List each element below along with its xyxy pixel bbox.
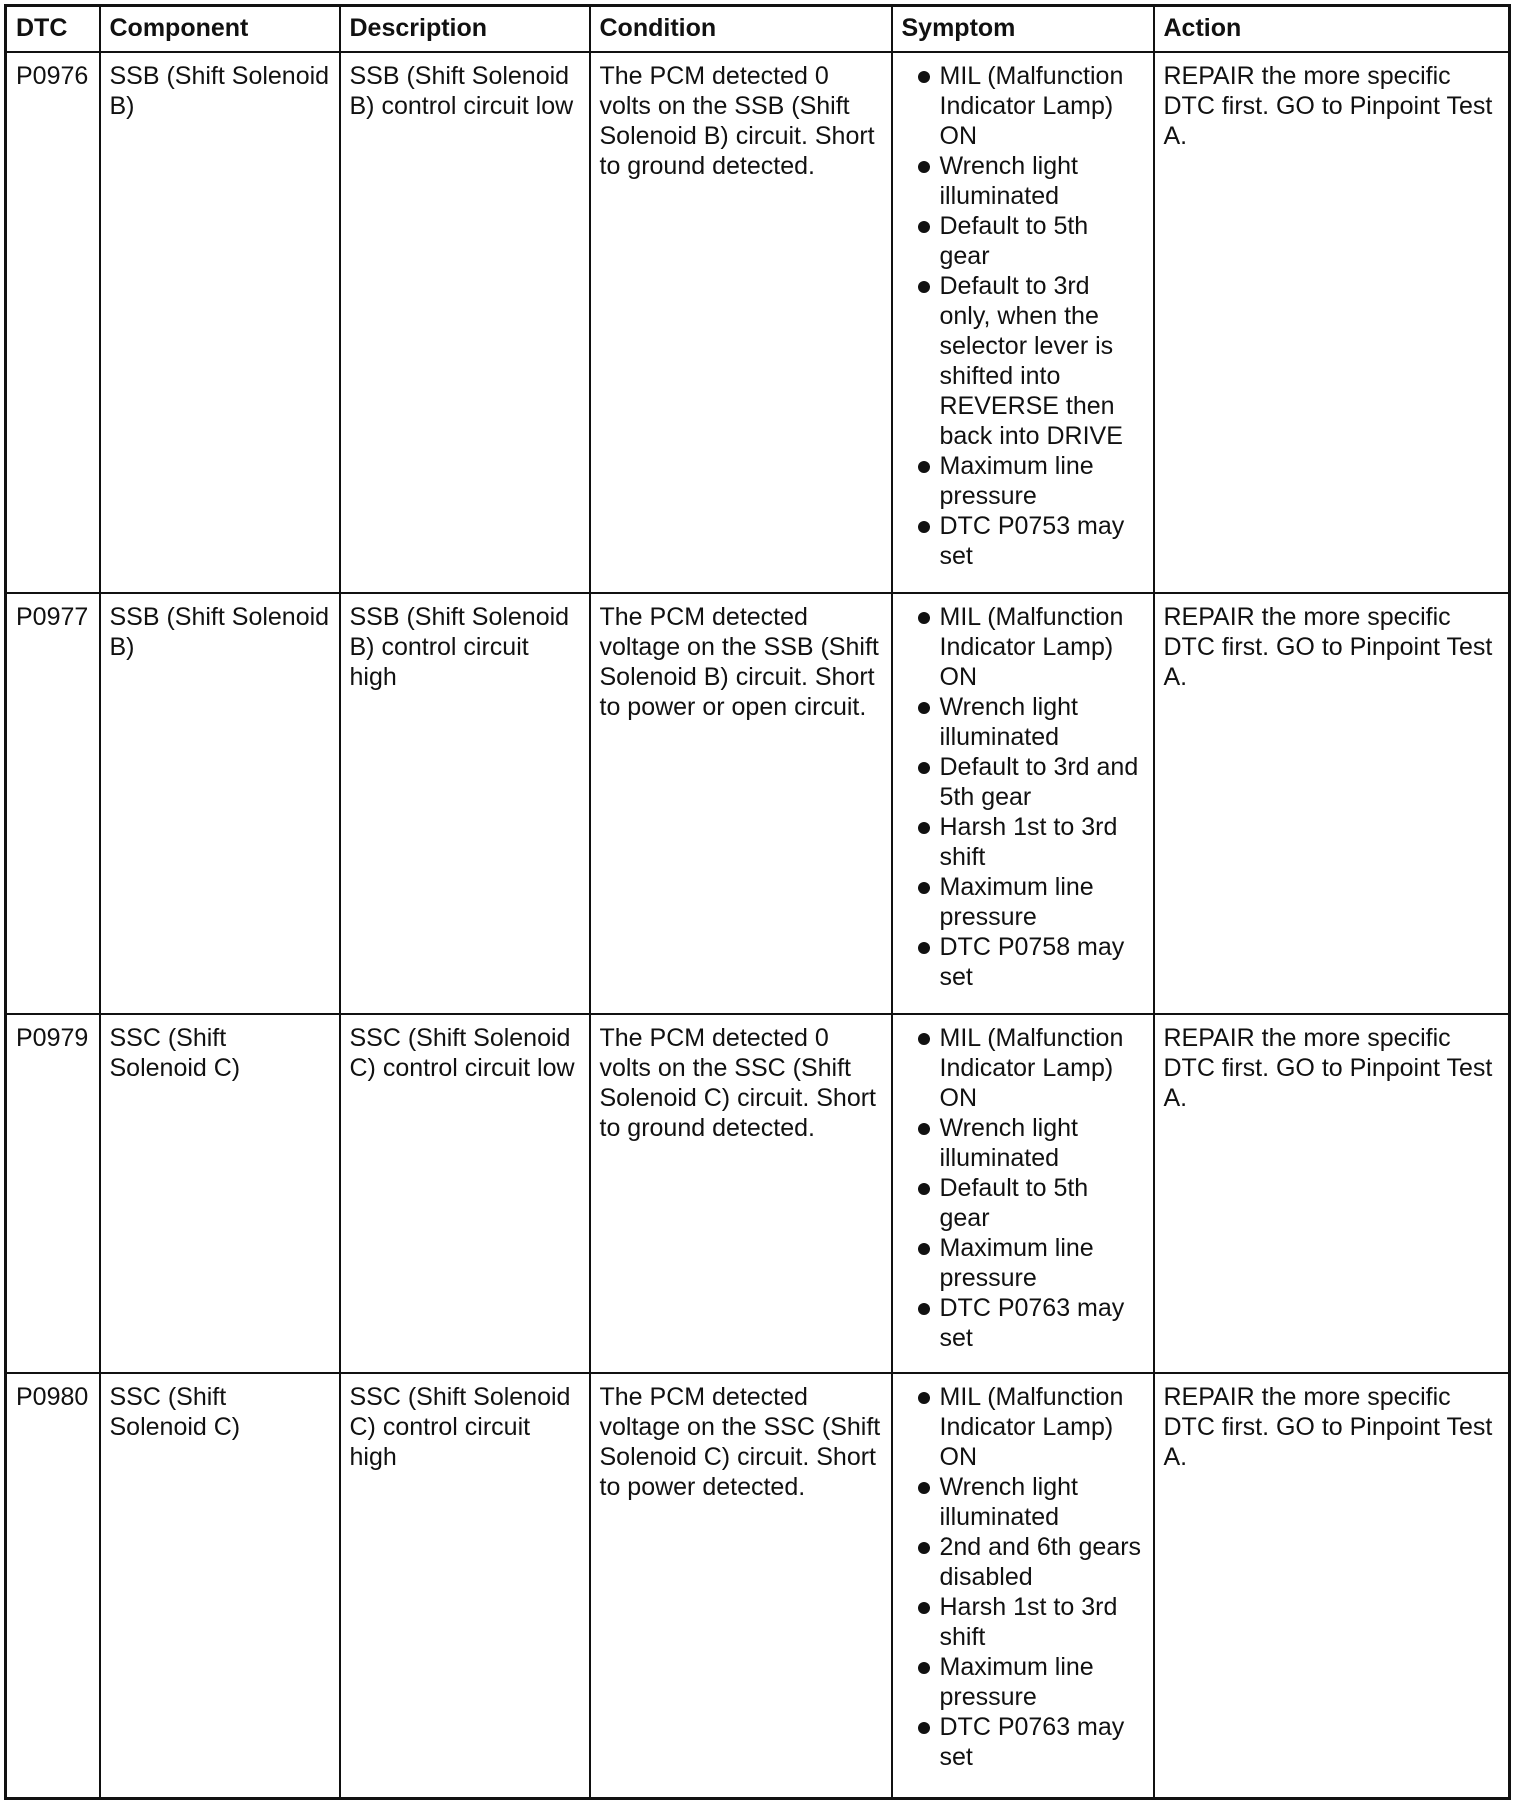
symptom-item: MIL (Malfunction Indicator Lamp) ON xyxy=(902,602,1144,692)
cell-condition: The PCM detected voltage on the SSC (Shift Solenoid C) circuit. Short to power detected. xyxy=(590,1373,892,1799)
cell-symptom xyxy=(892,593,1154,1014)
symptom-item: Wrench light illuminated xyxy=(902,1113,1144,1173)
symptom-list xyxy=(902,1023,1144,1353)
cell-dtc: P0977 xyxy=(6,593,100,1014)
cell-dtc: P0979 xyxy=(6,1014,100,1373)
cell-description: SSC (Shift Solenoid C) control circuit high xyxy=(340,1373,590,1799)
cell-symptom xyxy=(892,1373,1154,1799)
cell-condition: The PCM detected 0 volts on the SSB (Shift Solenoid B) circuit. Short to ground detected. xyxy=(590,52,892,593)
cell-component: SSC (Shift Solenoid C) xyxy=(100,1373,340,1799)
cell-dtc: P0980 xyxy=(6,1373,100,1799)
cell-symptom xyxy=(892,52,1154,593)
cell-dtc: P0976 xyxy=(6,52,100,593)
symptom-item: MIL (Malfunction Indicator Lamp) ON xyxy=(902,1382,1144,1472)
cell-symptom xyxy=(892,1014,1154,1373)
symptom-item: DTC P0758 may set xyxy=(902,932,1144,992)
header-condition: Condition xyxy=(590,6,892,53)
symptom-item: Harsh 1st to 3rd shift xyxy=(902,1592,1144,1652)
header-row xyxy=(6,6,1510,53)
symptom-list xyxy=(902,1382,1144,1772)
cell-action: REPAIR the more specific DTC first. GO to Pinpoint Test A. xyxy=(1154,593,1510,1014)
symptom-item: Wrench light illuminated xyxy=(902,1472,1144,1532)
table-row xyxy=(6,52,1510,593)
symptom-item: DTC P0763 may set xyxy=(902,1712,1144,1772)
table-row xyxy=(6,593,1510,1014)
symptom-item: Maximum line pressure xyxy=(902,1652,1144,1712)
symptom-item: Maximum line pressure xyxy=(902,872,1144,932)
cell-description: SSC (Shift Solenoid C) control circuit low xyxy=(340,1014,590,1373)
symptom-list xyxy=(902,61,1144,571)
cell-condition: The PCM detected voltage on the SSB (Shift Solenoid B) circuit. Short to power or open circuit. xyxy=(590,593,892,1014)
symptom-item: Harsh 1st to 3rd shift xyxy=(902,812,1144,872)
cell-description: SSB (Shift Solenoid B) control circuit high xyxy=(340,593,590,1014)
symptom-item: DTC P0753 may set xyxy=(902,511,1144,571)
table-row xyxy=(6,1373,1510,1799)
symptom-item: Wrench light illuminated xyxy=(902,692,1144,752)
cell-component: SSB (Shift Solenoid B) xyxy=(100,593,340,1014)
symptom-item: Default to 3rd only, when the selector lever is shifted into REVERSE then back into DRIVE xyxy=(902,271,1144,451)
symptom-item: Maximum line pressure xyxy=(902,1233,1144,1293)
cell-condition: The PCM detected 0 volts on the SSC (Shift Solenoid C) circuit. Short to ground detected. xyxy=(590,1014,892,1373)
header-component: Component xyxy=(100,6,340,53)
cell-action: REPAIR the more specific DTC first. GO to Pinpoint Test A. xyxy=(1154,52,1510,593)
cell-action: REPAIR the more specific DTC first. GO to Pinpoint Test A. xyxy=(1154,1014,1510,1373)
symptom-item: MIL (Malfunction Indicator Lamp) ON xyxy=(902,1023,1144,1113)
symptom-item: Default to 5th gear xyxy=(902,1173,1144,1233)
header-action: Action xyxy=(1154,6,1510,53)
header-symptom: Symptom xyxy=(892,6,1154,53)
symptom-item: 2nd and 6th gears disabled xyxy=(902,1532,1144,1592)
cell-description: SSB (Shift Solenoid B) control circuit low xyxy=(340,52,590,593)
cell-component: SSB (Shift Solenoid B) xyxy=(100,52,340,593)
dtc-document xyxy=(4,4,1508,1800)
table-row xyxy=(6,1014,1510,1373)
cell-component: SSC (Shift Solenoid C) xyxy=(100,1014,340,1373)
symptom-item: Maximum line pressure xyxy=(902,451,1144,511)
header-dtc: DTC xyxy=(6,6,100,53)
dtc-table xyxy=(4,4,1511,1800)
header-description: Description xyxy=(340,6,590,53)
symptom-item: Default to 5th gear xyxy=(902,211,1144,271)
symptom-list xyxy=(902,602,1144,992)
symptom-item: DTC P0763 may set xyxy=(902,1293,1144,1353)
symptom-item: MIL (Malfunction Indicator Lamp) ON xyxy=(902,61,1144,151)
symptom-item: Default to 3rd and 5th gear xyxy=(902,752,1144,812)
cell-action: REPAIR the more specific DTC first. GO to Pinpoint Test A. xyxy=(1154,1373,1510,1799)
symptom-item: Wrench light illuminated xyxy=(902,151,1144,211)
